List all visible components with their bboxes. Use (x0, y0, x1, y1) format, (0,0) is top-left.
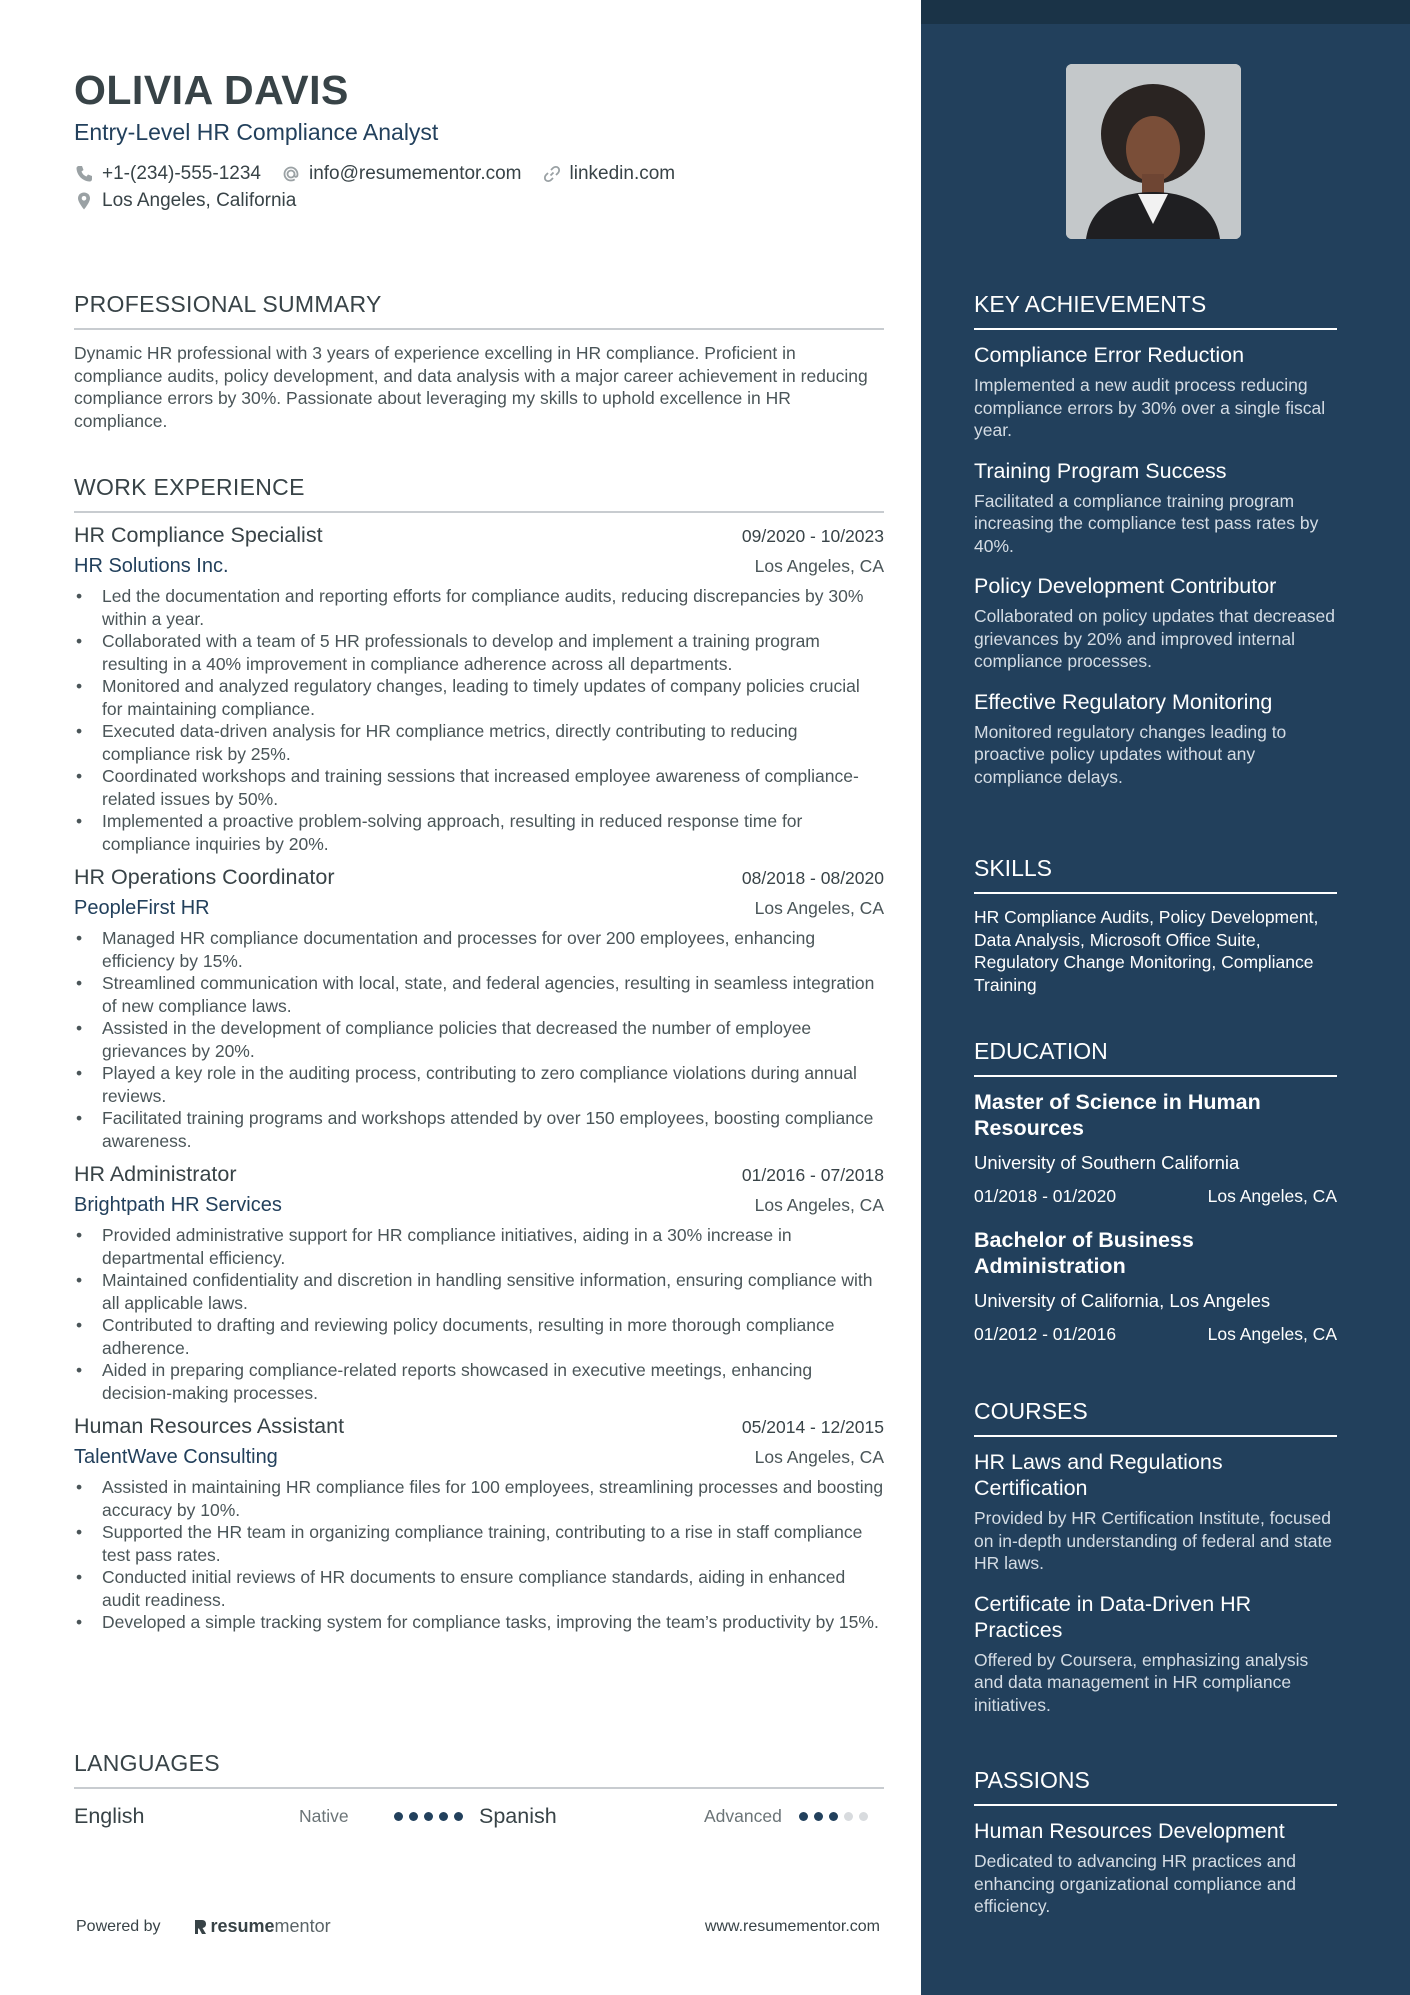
job-dates: 05/2014 - 12/2015 (741, 1417, 884, 1437)
job-location: Los Angeles, CA (754, 1447, 884, 1467)
job-header (74, 1414, 884, 1446)
job-bullet: • Assisted in maintaining HR compliance files for 100 employees, streamlining processes and boosting accuracy by 10%. (102, 1476, 884, 1521)
summary-text: Dynamic HR professional with 3 years of experience excelling in HR compliance. Proficient in compliance audits, policy development, and data analysis with a major career achievement in reducing compliance errors by 30%. Passionate about leveraging my skills to uphold excellence in HR compliance. (74, 343, 868, 431)
job-bullets (74, 1224, 884, 1404)
education-dates: 01/2012 - 01/2016 (974, 1324, 1117, 1344)
job-title: Entry-Level HR Compliance Analyst (74, 119, 439, 145)
job-company: HR Solutions Inc. (74, 555, 229, 577)
job-bullet: • Contributed to drafting and reviewing policy documents, resulting in more thorough compliance adherence. (102, 1314, 884, 1359)
job-bullet: • Streamlined communication with local, state, and federal agencies, resulting in seamless integration of new compliance laws. (102, 972, 884, 1017)
job-bullet: • Implemented a proactive problem-solving approach, resulting in reduced response time for compliance inquiries by 20%. (102, 810, 884, 855)
job-bullet: • Aided in preparing compliance-related reports showcased in executive meetings, enhancing decision-making processes. (102, 1359, 884, 1404)
education-school: University of California, Los Angeles (974, 1290, 1271, 1311)
footer-website[interactable]: www.resumementor.com (704, 1917, 880, 1935)
job-entry (74, 1414, 884, 1634)
course-title: HR Laws and Regulations Certification (974, 1450, 1223, 1500)
job-dates: 01/2016 - 07/2018 (741, 1165, 884, 1185)
job-location: Los Angeles, CA (754, 898, 884, 918)
job-bullets (74, 1476, 884, 1634)
powered-by (76, 1916, 331, 1937)
courses-heading: COURSES (974, 1397, 1337, 1437)
footer (76, 1916, 880, 1937)
passion-list (974, 1818, 1337, 1918)
achievement-title: Training Program Success (974, 458, 1227, 483)
achievement-title: Compliance Error Reduction (974, 343, 1245, 367)
job-header (74, 523, 884, 555)
job-bullet: • Managed HR compliance documentation and processes for over 200 employees, enhancing efficiency by 15%. (102, 927, 884, 972)
job-entry (74, 523, 884, 855)
achievement-description: Facilitated a compliance training program increasing the compliance test pass rates by 40%. (974, 490, 1319, 556)
logo-light: mentor (274, 1916, 331, 1936)
language-name: Spanish (479, 1803, 557, 1828)
job-dates: 08/2018 - 08/2020 (741, 868, 884, 888)
languages-section (74, 1749, 884, 1833)
job-role: HR Operations Coordinator (74, 865, 335, 889)
job-entry (74, 865, 884, 1152)
rating-dot (424, 1812, 433, 1821)
course-description: Provided by HR Certification Institute, focused on in-depth understanding of federal and state HR laws. (974, 1508, 1333, 1573)
job-bullet: • Executed data-driven analysis for HR compliance metrics, directly contributing to reducing compliance risk by 25%. (102, 720, 884, 765)
language-level: Native (299, 1805, 349, 1826)
education-dates: 01/2018 - 01/2020 (974, 1186, 1117, 1206)
passion-title: Human Resources Development (974, 1819, 1285, 1843)
rating-dot (454, 1812, 463, 1821)
achievement (974, 458, 1337, 558)
job-bullet: • Monitored and analyzed regulatory changes, leading to timely updates of company policies crucial for maintaining compliance. (102, 675, 884, 720)
achievement-title: Effective Regulatory Monitoring (974, 689, 1273, 714)
job-header (74, 865, 884, 897)
job-bullet: • Led the documentation and reporting efforts for compliance audits, reducing discrepancies by 30% within a year. (102, 585, 884, 630)
skills-text: HR Compliance Audits, Policy Development, Data Analysis, Microsoft Office Suite, Regulatory Change Monitoring, Compliance Training (974, 907, 1319, 995)
job-bullet: • Supported the HR team in organizing compliance training, contributing to a rise in staff compliance test pass rates. (102, 1521, 884, 1566)
rating-dot (394, 1812, 403, 1821)
skills-heading: SKILLS (974, 854, 1337, 894)
summary-section (74, 290, 884, 432)
job-bullet: • Maintained confidentiality and discretion in handling sensitive information, ensuring compliance with all applicable laws. (102, 1269, 884, 1314)
skills-section (974, 854, 1337, 996)
job-bullet: • Played a key role in the auditing process, contributing to zero compliance violations during annual reviews. (102, 1062, 884, 1107)
education-heading: EDUCATION (974, 1037, 1337, 1077)
language-name: English (74, 1803, 145, 1828)
rating-dot (814, 1812, 823, 1821)
rating-dot (844, 1812, 853, 1821)
contact-info (74, 160, 884, 214)
phone-icon (74, 164, 94, 184)
job-subheader (74, 555, 884, 585)
courses-section (974, 1397, 1337, 1732)
achievement-description: Monitored regulatory changes leading to proactive policy updates without any compliance delays. (974, 721, 1287, 787)
course (974, 1449, 1337, 1575)
job-subheader (74, 1446, 884, 1476)
education-meta (974, 1323, 1337, 1345)
candidate-name: OLIVIA DAVIS (74, 67, 349, 113)
achievement-list (974, 342, 1337, 788)
job-role: Human Resources Assistant (74, 1414, 345, 1438)
education-degree: Master of Science in Human Resources (974, 1090, 1261, 1140)
passions-section (974, 1766, 1337, 1934)
job-entry (74, 1162, 884, 1404)
job-role: HR Compliance Specialist (74, 523, 323, 547)
job-bullet: • Assisted in the development of compliance policies that decreased the number of employee grievances by 20%. (102, 1017, 884, 1062)
passions-heading: PASSIONS (974, 1766, 1337, 1806)
experience-heading: WORK EXPERIENCE (74, 473, 884, 513)
education-location: Los Angeles, CA (1207, 1186, 1337, 1206)
language-level: Advanced (704, 1805, 782, 1826)
job-bullet: • Developed a simple tracking system for compliance tasks, improving the team’s productivity by 15%. (102, 1611, 884, 1634)
contact-email[interactable] (281, 161, 522, 187)
job-list (74, 523, 884, 1634)
language-rating (799, 1812, 868, 1821)
job-dates: 09/2020 - 10/2023 (741, 526, 884, 546)
contact-location (74, 188, 296, 214)
achievements-heading: KEY ACHIEVEMENTS (974, 290, 1337, 330)
education-location: Los Angeles, CA (1207, 1324, 1337, 1344)
job-subheader (74, 897, 884, 927)
at-sign-icon (281, 164, 301, 184)
education-entry (974, 1089, 1337, 1207)
job-location: Los Angeles, CA (754, 1195, 884, 1215)
sidebar-top-bar (921, 0, 1410, 24)
course (974, 1591, 1337, 1717)
achievement (974, 573, 1337, 673)
job-company: PeopleFirst HR (74, 897, 210, 919)
linkedin-text: linkedin.com (569, 162, 676, 184)
language-item (74, 1804, 479, 1829)
job-bullet: • Collaborated with a team of 5 HR professionals to develop and implement a training program resulting in a 40% improvement in compliance adherence across all departments. (102, 630, 884, 675)
passion-description: Dedicated to advancing HR practices and enhancing organizational compliance and efficiency. (974, 1851, 1297, 1916)
phone-text: +1-(234)-555-1234 (102, 162, 261, 184)
education-section (974, 1037, 1337, 1365)
job-bullets (74, 927, 884, 1152)
rating-dot (439, 1812, 448, 1821)
summary-heading: PROFESSIONAL SUMMARY (74, 290, 884, 330)
education-entry (974, 1227, 1337, 1345)
sidebar (921, 0, 1410, 1995)
language-rating (394, 1812, 463, 1821)
language-list (74, 1799, 884, 1833)
job-bullet: • Provided administrative support for HR compliance initiatives, aiding in a 30% increase in departmental efficiency. (102, 1224, 884, 1269)
job-company: TalentWave Consulting (74, 1446, 278, 1468)
achievement-description: Collaborated on policy updates that decreased grievances by 20% and improved internal compliance processes. (974, 606, 1335, 671)
passion (974, 1818, 1337, 1918)
email-text: info@resumementor.com (308, 162, 522, 184)
job-bullets (74, 585, 884, 855)
job-subheader (74, 1194, 884, 1224)
location-pin-icon (74, 191, 94, 211)
job-bullet: • Conducted initial reviews of HR documents to ensure compliance standards, aiding in enhanced audit readiness. (102, 1566, 884, 1611)
education-meta (974, 1185, 1337, 1207)
powered-by-label: Powered by (76, 1917, 161, 1935)
education-degree: Bachelor of Business Administration (974, 1228, 1194, 1278)
achievement-title: Policy Development Contributor (974, 574, 1277, 598)
achievement (974, 342, 1337, 442)
language-item (479, 1804, 884, 1829)
languages-heading: LANGUAGES (74, 1749, 884, 1789)
experience-section (74, 473, 884, 1634)
rating-dot (829, 1812, 838, 1821)
link-icon (542, 164, 562, 184)
location-text: Los Angeles, California (102, 189, 297, 211)
logo-bold: resume (210, 1916, 275, 1936)
rating-dot (799, 1812, 808, 1821)
achievements-section (974, 290, 1337, 804)
profile-photo (1066, 64, 1241, 239)
course-description: Offered by Coursera, emphasizing analysis and data management in HR compliance initiatives. (974, 1649, 1309, 1715)
job-bullet: • Coordinated workshops and training sessions that increased employee awareness of compliance-related issues by 50%. (102, 765, 884, 810)
contact-phone[interactable] (74, 161, 261, 187)
education-school: University of Southern California (974, 1152, 1240, 1173)
education-list (974, 1089, 1337, 1345)
resumementor-mark-icon (193, 1918, 207, 1936)
contact-linkedin[interactable] (542, 161, 676, 187)
course-title: Certificate in Data-Driven HR Practices (974, 1591, 1252, 1642)
rating-dot (409, 1812, 418, 1821)
achievement-description: Implemented a new audit process reducing compliance errors by 30% over a single fiscal year. (974, 375, 1326, 440)
job-location: Los Angeles, CA (754, 556, 884, 576)
job-company: Brightpath HR Services (74, 1194, 282, 1216)
job-bullet: • Facilitated training programs and workshops attended by over 150 employees, boosting compliance awareness. (102, 1107, 884, 1152)
job-header (74, 1162, 884, 1194)
course-list (974, 1449, 1337, 1716)
rating-dot (859, 1812, 868, 1821)
job-role: HR Administrator (74, 1162, 237, 1186)
achievement (974, 689, 1337, 789)
resumementor-logo[interactable] (193, 1916, 331, 1937)
